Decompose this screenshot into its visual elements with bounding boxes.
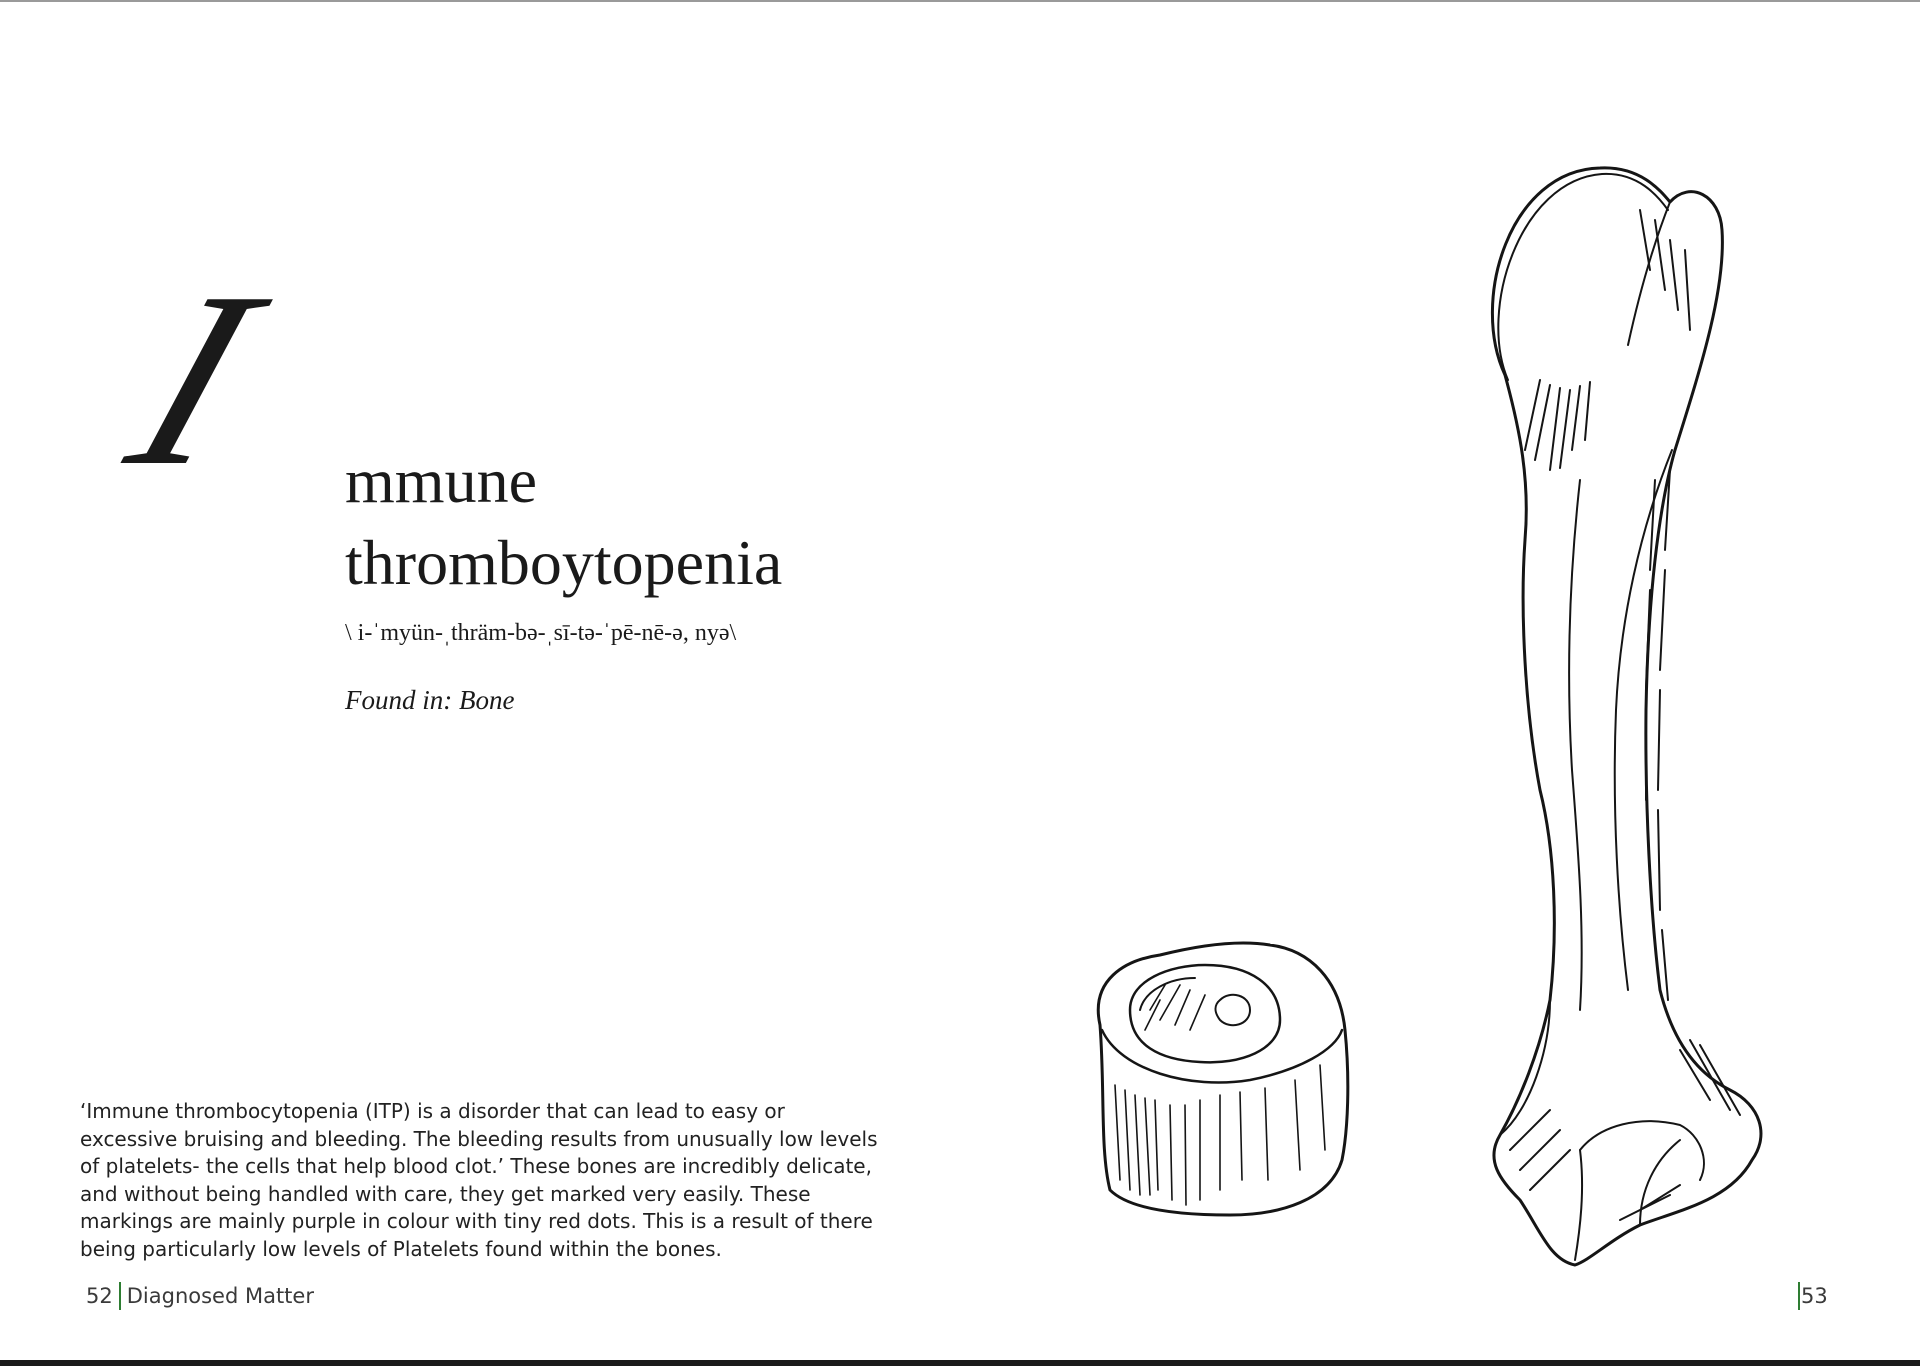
page-title	[345, 440, 782, 604]
bone-cross-section-sketch-icon	[1098, 943, 1348, 1215]
footer-divider	[1798, 1282, 1800, 1310]
pronunciation: \ i-ˈmyün-ˌthräm-bə-ˌsī-tə-ˈpē-nē-ə, nyə\	[345, 620, 737, 646]
body-paragraph: ‘Immune thrombocytopenia (ITP) is a disorder that can lead to easy or excessive bruising and bleeding. The bleeding results from unusually low levels of platelets- the cells that help blood clot.’ These bones are incredibly delicate, and without being handled with care, they get marked very easily. These markings are mainly purple in colour with tiny red dots. This is a result of there being particularly low levels of Platelets found within the bones.	[80, 1099, 878, 1261]
bone-illustration	[1080, 150, 1780, 1290]
footer-right	[1798, 1282, 1828, 1310]
title-line-1: mmune	[345, 445, 537, 516]
humerus-bone-sketch-icon	[1492, 168, 1761, 1265]
drop-cap-letter: I	[82, 241, 313, 518]
found-in-label: Found in: Bone	[345, 685, 515, 715]
left-page-number: 52	[86, 1284, 113, 1308]
right-page-number: 53	[1801, 1284, 1828, 1308]
top-page-edge	[0, 0, 1920, 2]
title-line-2: thromboytopenia	[345, 527, 783, 598]
section-title: Diagnosed Matter	[126, 1284, 314, 1308]
bottom-page-edge	[0, 1360, 1920, 1366]
footer-divider	[119, 1282, 121, 1310]
footer-left	[86, 1282, 314, 1310]
